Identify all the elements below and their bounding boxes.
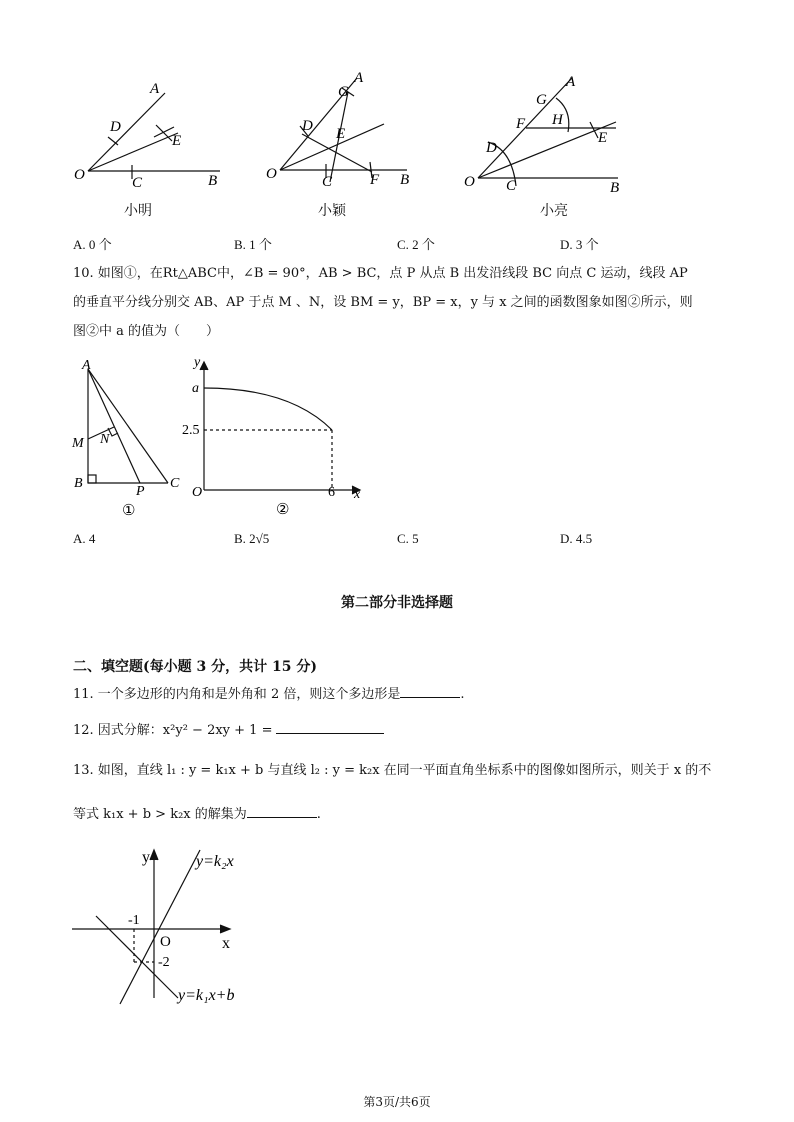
q9-figure-xiaoliang — [460, 70, 630, 195]
q13-text: 等式 k₁x + b > k₂x 的解集为 — [73, 807, 247, 822]
label-2-5: 2.5 — [182, 423, 200, 438]
q10-line1: 10. 如图①，在Rt△ABC中，∠B = 90°，AB > BC，点 P 从点 B 出发沿线段 BC 向点 C 运动，线段 AP — [73, 266, 688, 281]
label-A: A — [566, 74, 576, 90]
label-P: P — [136, 484, 145, 499]
label-G: G — [536, 92, 547, 108]
caption-xiaoming: 小明 — [124, 203, 152, 219]
q13-line2 — [73, 803, 321, 826]
q11-text: 11. 一个多边形的内角和是外角和 2 倍，则这个多边形是 — [73, 687, 401, 702]
q13-end: . — [316, 807, 321, 822]
label-F: F — [516, 116, 526, 132]
section2-heading: 二、填空题(每小题 3 分，共计 15 分) — [73, 659, 317, 675]
q10-figure-1 — [70, 355, 190, 520]
label-O: O — [160, 934, 171, 950]
page-footer: 第3页/共6页 — [363, 1095, 431, 1109]
caption-xiaoliang: 小亮 — [540, 203, 568, 219]
q10-option-c: C. 5 — [397, 531, 419, 546]
label-O: O — [266, 166, 277, 182]
label-l2: y=k₂x — [196, 853, 234, 870]
label-minus-2: -2 — [158, 955, 170, 970]
label-C: C — [170, 476, 180, 491]
label-A: A — [354, 70, 364, 86]
label-C: C — [506, 178, 517, 194]
caption-1: ① — [122, 503, 136, 519]
q10-option-b: B. 2√5 — [234, 531, 270, 546]
axis-x: x — [354, 487, 361, 502]
label-D: D — [486, 140, 497, 156]
q13-answer-blank[interactable] — [247, 803, 317, 818]
label-l1: y=k₁x+b — [178, 987, 235, 1004]
caption-2: ② — [276, 502, 290, 518]
label-minus-1: -1 — [128, 913, 140, 928]
q12-answer-blank[interactable] — [276, 719, 384, 734]
label-B: B — [400, 172, 410, 188]
label-O: O — [74, 167, 85, 183]
label-H: H — [552, 112, 563, 128]
q9-figure-xiaoying — [262, 70, 432, 190]
axis-x: x — [222, 935, 230, 952]
axis-y: y — [194, 355, 201, 370]
label-D: D — [302, 118, 313, 134]
label-F: F — [370, 172, 380, 188]
q13-line1: 13. 如图，直线 l₁ : y = k₁x + b 与直线 l₂ : y = k₂x 在同一平面直角坐标系中的图像如图所示，则关于 x 的不 — [73, 763, 712, 778]
label-a: a — [192, 381, 199, 396]
label-6: 6 — [328, 485, 335, 500]
q10-option-d: D. 4.5 — [560, 531, 593, 546]
label-M: M — [72, 436, 84, 451]
q11 — [73, 683, 464, 706]
q11-end: . — [460, 687, 465, 702]
label-O: O — [192, 485, 203, 500]
label-B: B — [208, 173, 218, 189]
label-E: E — [336, 126, 346, 142]
q10-line3: 图②中 a 的值为（ ） — [73, 324, 220, 339]
q9-option-b: B. 1 个 — [234, 237, 272, 252]
label-B: B — [610, 180, 620, 195]
label-N: N — [100, 432, 110, 447]
label-C: C — [132, 175, 143, 190]
q11-answer-blank[interactable] — [400, 683, 460, 698]
label-D: D — [110, 119, 121, 135]
q10-line2: 的垂直平分线分别交 AB、AP 于点 M 、N，设 BM = y，BP = x，y 与 x 之间的函数图象如图②所示，则 — [73, 295, 693, 310]
part2-title: 第二部分非选择题 — [341, 595, 453, 611]
q13-graph — [68, 840, 268, 1010]
q10-option-a: A. 4 — [73, 531, 96, 546]
q12-text: 12. 因式分解：x²y² − 2xy + 1 = — [73, 723, 273, 738]
q9-option-c: C. 2 个 — [397, 237, 435, 252]
q12 — [73, 719, 384, 742]
label-A: A — [82, 358, 91, 373]
label-C: C — [322, 174, 333, 190]
label-G: G — [338, 84, 349, 100]
caption-xiaoying: 小颖 — [318, 203, 346, 219]
label-B: B — [74, 476, 83, 491]
label-E: E — [598, 130, 608, 146]
q9-option-a: A. 0 个 — [73, 237, 112, 252]
q9-option-d: D. 3 个 — [560, 237, 599, 252]
label-E: E — [172, 133, 182, 149]
label-A: A — [150, 81, 160, 97]
q10-figure-2 — [180, 350, 370, 520]
q9-figure-xiaoming — [70, 75, 240, 190]
label-O: O — [464, 174, 475, 190]
axis-y: y — [142, 849, 150, 866]
